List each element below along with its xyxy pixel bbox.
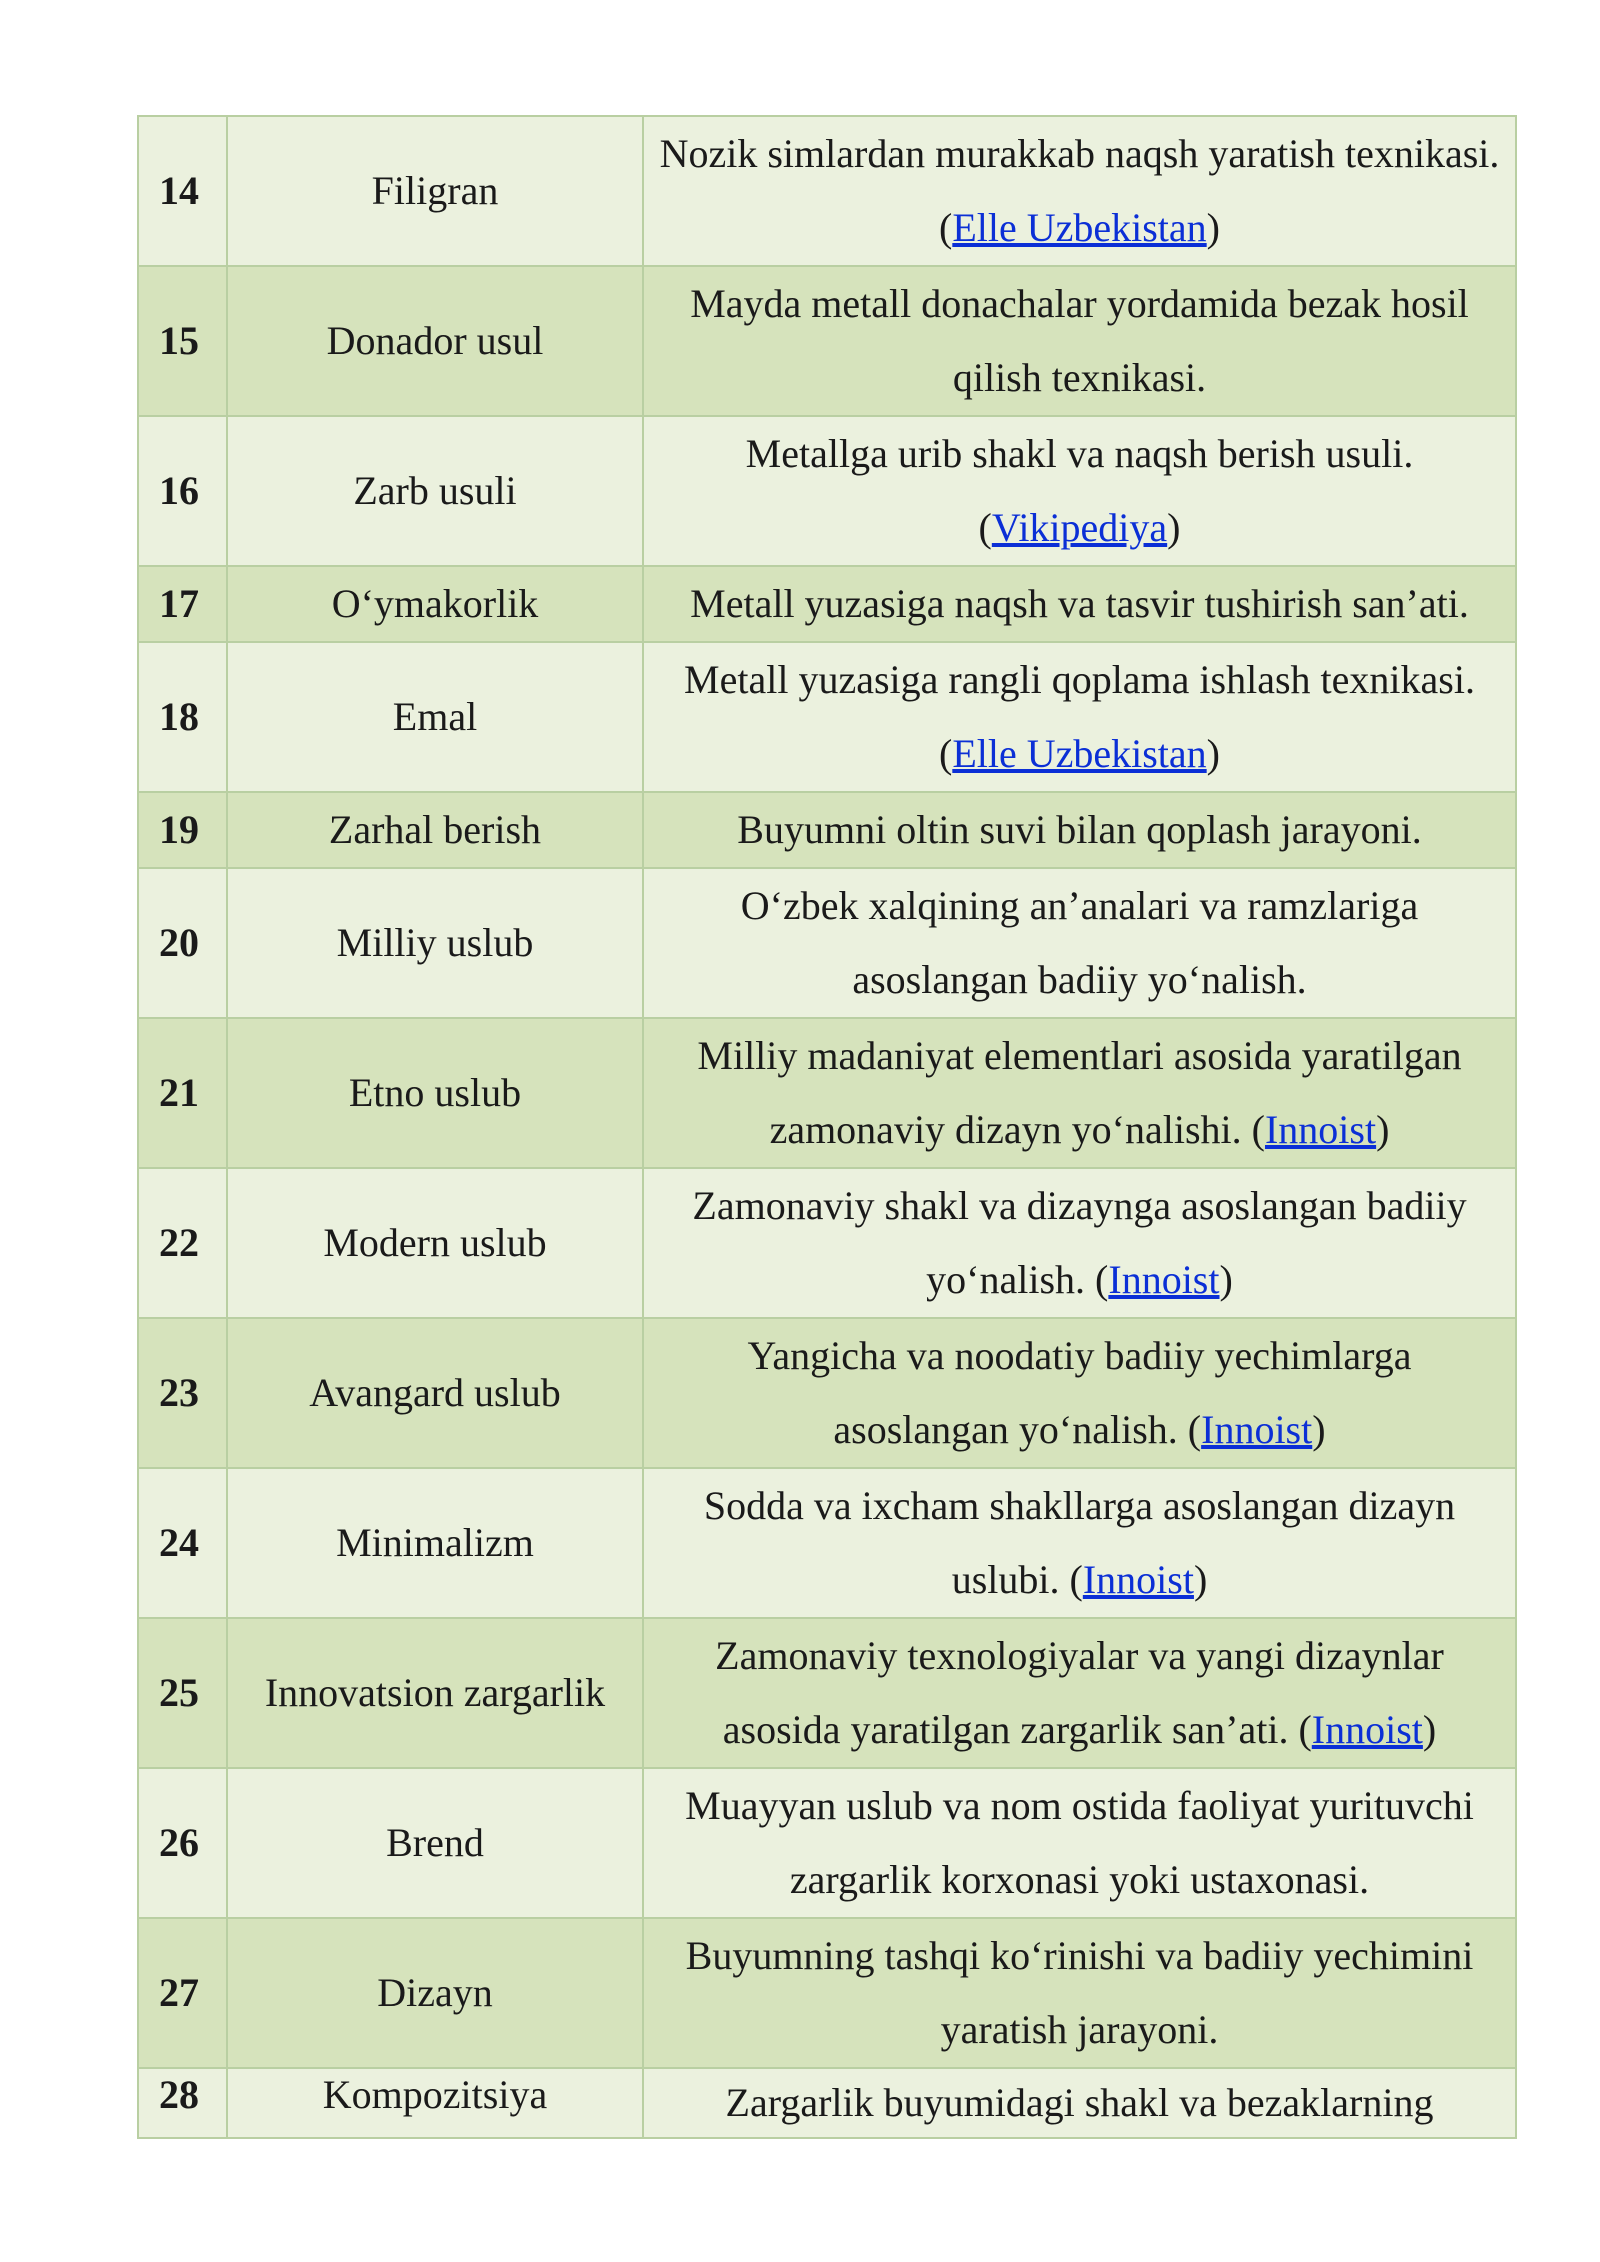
source-link[interactable]: Innoist bbox=[1264, 1107, 1377, 1152]
row-number: 20 bbox=[138, 868, 227, 1018]
description-text: Zamonaviy shakl va dizaynga asoslangan badiiy yoʻnalish. bbox=[692, 1183, 1467, 1302]
table-row bbox=[138, 868, 1516, 1018]
description-text: Nozik simlardan murakkab naqsh yaratish texnikasi. bbox=[659, 131, 1500, 176]
description-cell bbox=[643, 266, 1516, 416]
term-cell: Emal bbox=[227, 642, 643, 792]
table-row bbox=[138, 1768, 1516, 1918]
row-number: 26 bbox=[138, 1768, 227, 1918]
term-cell: Modern uslub bbox=[227, 1168, 643, 1318]
table-row bbox=[138, 642, 1516, 792]
description-text: Metall yuzasiga rangli qoplama ishlash texnikasi. bbox=[684, 657, 1475, 702]
row-number: 18 bbox=[138, 642, 227, 792]
description-text: Muayyan uslub va nom ostida faoliyat yurituvchi zargarlik korxonasi yoki ustaxonasi. bbox=[685, 1783, 1474, 1902]
table-row bbox=[138, 416, 1516, 566]
description-cell: Nozik simlardan murakkab naqsh yaratish texnikasi. (Elle Uzbekistan) bbox=[643, 116, 1516, 266]
description-cell: Metallga urib shakl va naqsh berish usuli. (Vikipediya) bbox=[643, 416, 1516, 566]
table-row bbox=[138, 1168, 1516, 1318]
term-cell: Filigran bbox=[227, 116, 643, 266]
term-cell: Milliy uslub bbox=[227, 868, 643, 1018]
table-row bbox=[138, 266, 1516, 416]
term-cell: Etno uslub bbox=[227, 1018, 643, 1168]
table-row bbox=[138, 792, 1516, 868]
term-cell: Oʻymakorlik bbox=[227, 566, 643, 642]
row-number: 16 bbox=[138, 416, 227, 566]
description-cell bbox=[643, 566, 1516, 642]
table-row bbox=[138, 1468, 1516, 1618]
description-text: Oʻzbek xalqining an’analari va ramzlariga asoslangan badiiy yoʻnalish. bbox=[740, 883, 1419, 1002]
source-link[interactable]: Elle Uzbekistan bbox=[952, 731, 1207, 776]
row-number: 22 bbox=[138, 1168, 227, 1318]
description-text: Yangicha va noodatiy badiiy yechimlarga asoslangan yoʻnalish. bbox=[747, 1333, 1412, 1452]
description-cell: Milliy madaniyat elementlari asosida yaratilgan zamonaviy dizayn yoʻnalishi. (Innoist) bbox=[643, 1018, 1516, 1168]
term-cell: Dizayn bbox=[227, 1918, 643, 2068]
table-row bbox=[138, 1618, 1516, 1768]
description-text: Zamonaviy texnologiyalar va yangi dizaynlar asosida yaratilgan zargarlik san’ati. bbox=[715, 1633, 1444, 1752]
description-cell: Yangicha va noodatiy badiiy yechimlarga asoslangan yoʻnalish. (Innoist) bbox=[643, 1318, 1516, 1468]
description-cell: Zamonaviy texnologiyalar va yangi dizaynlar asosida yaratilgan zargarlik san’ati. (Innoist) bbox=[643, 1618, 1516, 1768]
source-link[interactable]: Innoist bbox=[1082, 1557, 1194, 1602]
description-cell: Sodda va ixcham shakllarga asoslangan dizayn uslubi. (Innoist) bbox=[643, 1468, 1516, 1618]
source-link[interactable]: Innoist bbox=[1311, 1707, 1423, 1752]
description-cell bbox=[643, 1768, 1516, 1918]
row-number: 28 bbox=[138, 2068, 227, 2138]
description-text: Metall yuzasiga naqsh va tasvir tushirish san’ati. bbox=[690, 581, 1469, 626]
row-number: 14 bbox=[138, 116, 227, 266]
table-row bbox=[138, 566, 1516, 642]
row-number: 15 bbox=[138, 266, 227, 416]
description-text: Mayda metall donachalar yordamida bezak hosil qilish texnikasi. bbox=[690, 281, 1469, 400]
row-number: 24 bbox=[138, 1468, 227, 1618]
table-row bbox=[138, 2068, 1516, 2138]
description-text: Sodda va ixcham shakllarga asoslangan dizayn uslubi. bbox=[703, 1483, 1456, 1602]
description-cell: Zamonaviy shakl va dizaynga asoslangan badiiy yoʻnalish. (Innoist) bbox=[643, 1168, 1516, 1318]
description-cell: Metall yuzasiga rangli qoplama ishlash texnikasi. (Elle Uzbekistan) bbox=[643, 642, 1516, 792]
description-text: Milliy madaniyat elementlari asosida yaratilgan zamonaviy dizayn yoʻnalishi. bbox=[697, 1033, 1462, 1152]
term-cell: Innovatsion zargarlik bbox=[227, 1618, 643, 1768]
row-number: 27 bbox=[138, 1918, 227, 2068]
source-link[interactable]: Vikipediya bbox=[991, 505, 1168, 550]
description-text: Zargarlik buyumidagi shakl va bezaklarning bbox=[725, 2080, 1434, 2125]
term-cell: Zarhal berish bbox=[227, 792, 643, 868]
description-cell bbox=[643, 792, 1516, 868]
table-row bbox=[138, 1918, 1516, 2068]
row-number: 19 bbox=[138, 792, 227, 868]
term-cell: Brend bbox=[227, 1768, 643, 1918]
source-link[interactable]: Innoist bbox=[1108, 1257, 1220, 1302]
table-row bbox=[138, 1018, 1516, 1168]
source-link[interactable]: Innoist bbox=[1201, 1407, 1313, 1452]
description-text: Buyumni oltin suvi bilan qoplash jarayoni. bbox=[737, 807, 1422, 852]
description-cell bbox=[643, 1918, 1516, 2068]
description-cell bbox=[643, 868, 1516, 1018]
term-cell: Zarb usuli bbox=[227, 416, 643, 566]
glossary-table bbox=[137, 115, 1517, 2139]
term-cell: Avangard uslub bbox=[227, 1318, 643, 1468]
term-cell: Minimalizm bbox=[227, 1468, 643, 1618]
table-row bbox=[138, 116, 1516, 266]
row-number: 25 bbox=[138, 1618, 227, 1768]
description-text: Buyumning tashqi koʻrinishi va badiiy yechimini yaratish jarayoni. bbox=[685, 1933, 1474, 2052]
row-number: 17 bbox=[138, 566, 227, 642]
table-row bbox=[138, 1318, 1516, 1468]
description-cell bbox=[643, 2068, 1516, 2138]
row-number: 23 bbox=[138, 1318, 227, 1468]
term-cell: Kompozitsiya bbox=[227, 2068, 643, 2138]
term-cell: Donador usul bbox=[227, 266, 643, 416]
row-number: 21 bbox=[138, 1018, 227, 1168]
source-link[interactable]: Elle Uzbekistan bbox=[952, 205, 1207, 250]
description-text: Metallga urib shakl va naqsh berish usuli. bbox=[745, 431, 1414, 476]
